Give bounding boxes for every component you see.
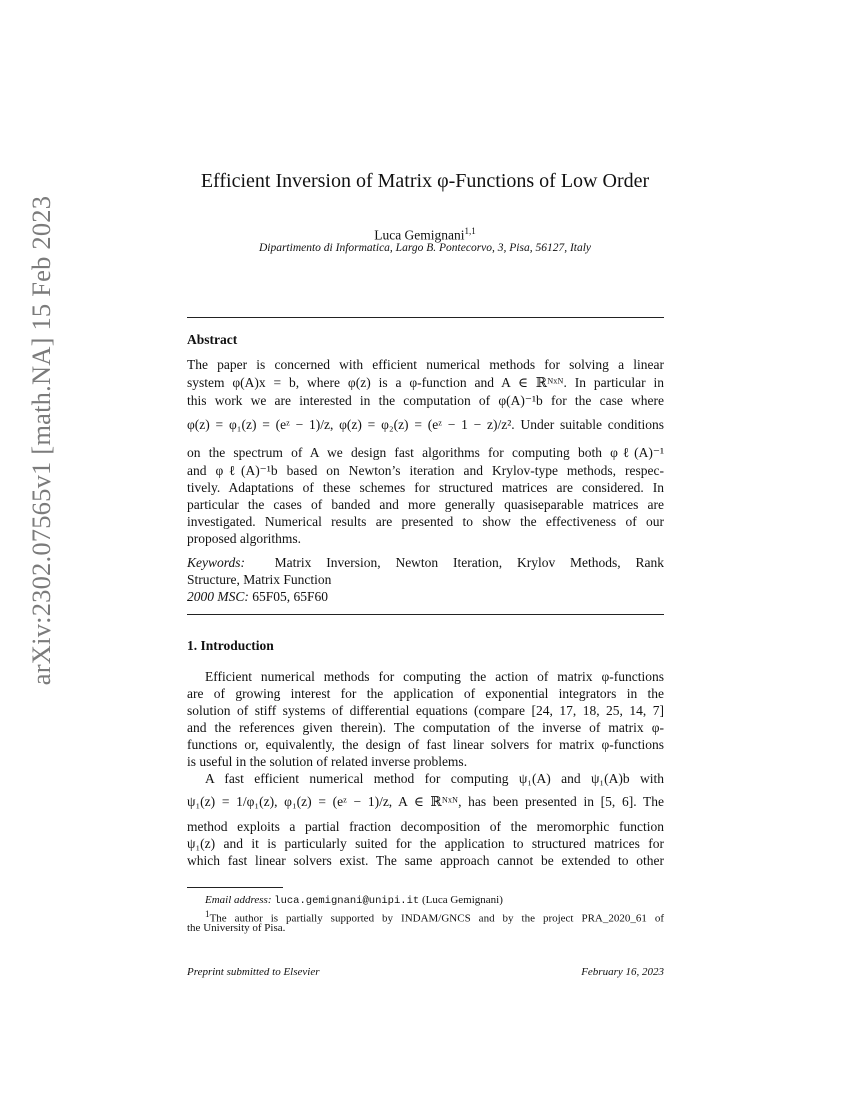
abstract-line-9: investigated. Numerical results are presented to show the effectiveness of our: [187, 514, 664, 529]
keywords-text-2: Structure, Matrix Function: [187, 572, 332, 587]
footer-preprint-note: Preprint submitted to Elsevier: [187, 966, 320, 978]
footer-date: February 16, 2023: [581, 966, 664, 978]
keywords-text-1: Matrix Inversion, Newton Iteration, Krylov Methods, Rank: [274, 555, 664, 570]
abstract-bottom-rule: [187, 614, 664, 615]
page-footer: [187, 966, 664, 978]
msc-label: 2000 MSC:: [187, 589, 249, 604]
intro-line-6: is useful in the solution of related inverse problems.: [187, 754, 468, 769]
email-owner: (Luca Gemignani): [421, 894, 503, 906]
abstract-line-3: this work we are interested in the computation of φ(A)⁻¹b for the case where: [187, 393, 664, 408]
intro-line-9: method exploits a partial fraction decomposition of the meromorphic function: [187, 819, 664, 834]
intro-line-10: ψ₁(z) and it is particularly suited for the application to structured matrices for: [187, 836, 664, 851]
intro-line-2: are of growing interest for the application of exponential integrators in the: [187, 686, 664, 701]
abstract-line-1: The paper is concerned with efficient numerical methods for solving a linear: [187, 357, 664, 372]
intro-line-3: solution of stiff systems of differential equations (compare [24, 17, 18, 25, 14, 7]: [187, 703, 664, 718]
intro-line-8: ψ₁(z) = 1/φ₁(z), φ₁(z) = (eᶻ − 1)/z, A ∈ ℝᴺˣᴺ, has been presented in [5, 6]. The: [187, 794, 664, 809]
abstract-line-5: on the spectrum of A we design fast algorithms for computing both φℓ(A)⁻¹: [187, 445, 664, 460]
paper-title: Efficient Inversion of Matrix φ-Functions of Low Order: [200, 170, 650, 192]
keywords-label: Keywords:: [187, 555, 245, 570]
abstract-heading: Abstract: [187, 332, 238, 347]
abstract-line-4: φ(z) = φ₁(z) = (eᶻ − 1)/z, φ(z) = φ₂(z) = (eᶻ − 1 − z)/z². Under suitable conditions: [187, 417, 664, 432]
abstract-line-2: system φ(A)x = b, where φ(z) is a φ-function and A ∈ ℝᴺˣᴺ. In particular in: [187, 375, 664, 390]
email-address-link[interactable]: luca.gemignani@unipi.it: [274, 895, 420, 907]
keywords-line-1: [187, 554, 664, 571]
abstract-top-rule: [187, 317, 664, 318]
intro-line-5: functions or, equivalently, the design of fast linear solvers for matrix φ-functions: [187, 737, 664, 752]
abstract-line-7: tively. Adaptations of these schemes for structured matrices are considered. In: [187, 480, 664, 495]
footnote-rule: [187, 887, 283, 888]
funding-footnote-line-2: the University of Pisa.: [187, 922, 286, 934]
msc-line: [187, 588, 664, 605]
email-label: Email address:: [205, 894, 272, 906]
intro-line-1: Efficient numerical methods for computing the action of matrix φ-functions: [205, 669, 664, 684]
abstract-line-10: proposed algorithms.: [187, 531, 301, 546]
abstract-line-8: particular the cases of banded and more generally quasiseparable matrices are: [187, 497, 664, 512]
email-footnote: [205, 893, 664, 908]
intro-line-4: and the references given therein). The computation of the inverse of matrix φ-: [187, 720, 664, 735]
intro-line-11: which fast linear solvers exist. The same approach cannot be extended to other: [187, 853, 664, 868]
author-line: [0, 226, 850, 244]
section-heading-introduction: 1. Introduction: [187, 638, 274, 653]
abstract-line-6: and φℓ(A)⁻¹b based on Newton’s iteration and Krylov-type methods, respec-: [187, 463, 664, 478]
footnote-mark: 1: [205, 909, 210, 919]
msc-value: 65F05, 65F60: [252, 589, 329, 604]
affiliation: Dipartimento di Informatica, Largo B. Pontecorvo, 3, Pisa, 56127, Italy: [258, 242, 592, 254]
arxiv-identifier-stamp: arXiv:2302.07565v1 [math.NA] 15 Feb 2023: [26, 195, 57, 685]
funding-footnote-text: The author is partially supported by INDAM/GNCS and by the project PRA_2020_61 of: [209, 912, 664, 925]
author-name: Luca Gemignani: [374, 227, 465, 243]
intro-line-7: A fast efficient numerical method for computing ψ₁(A) and ψ₁(A)b with: [205, 771, 664, 786]
author-superscript: 1,1: [464, 226, 476, 236]
